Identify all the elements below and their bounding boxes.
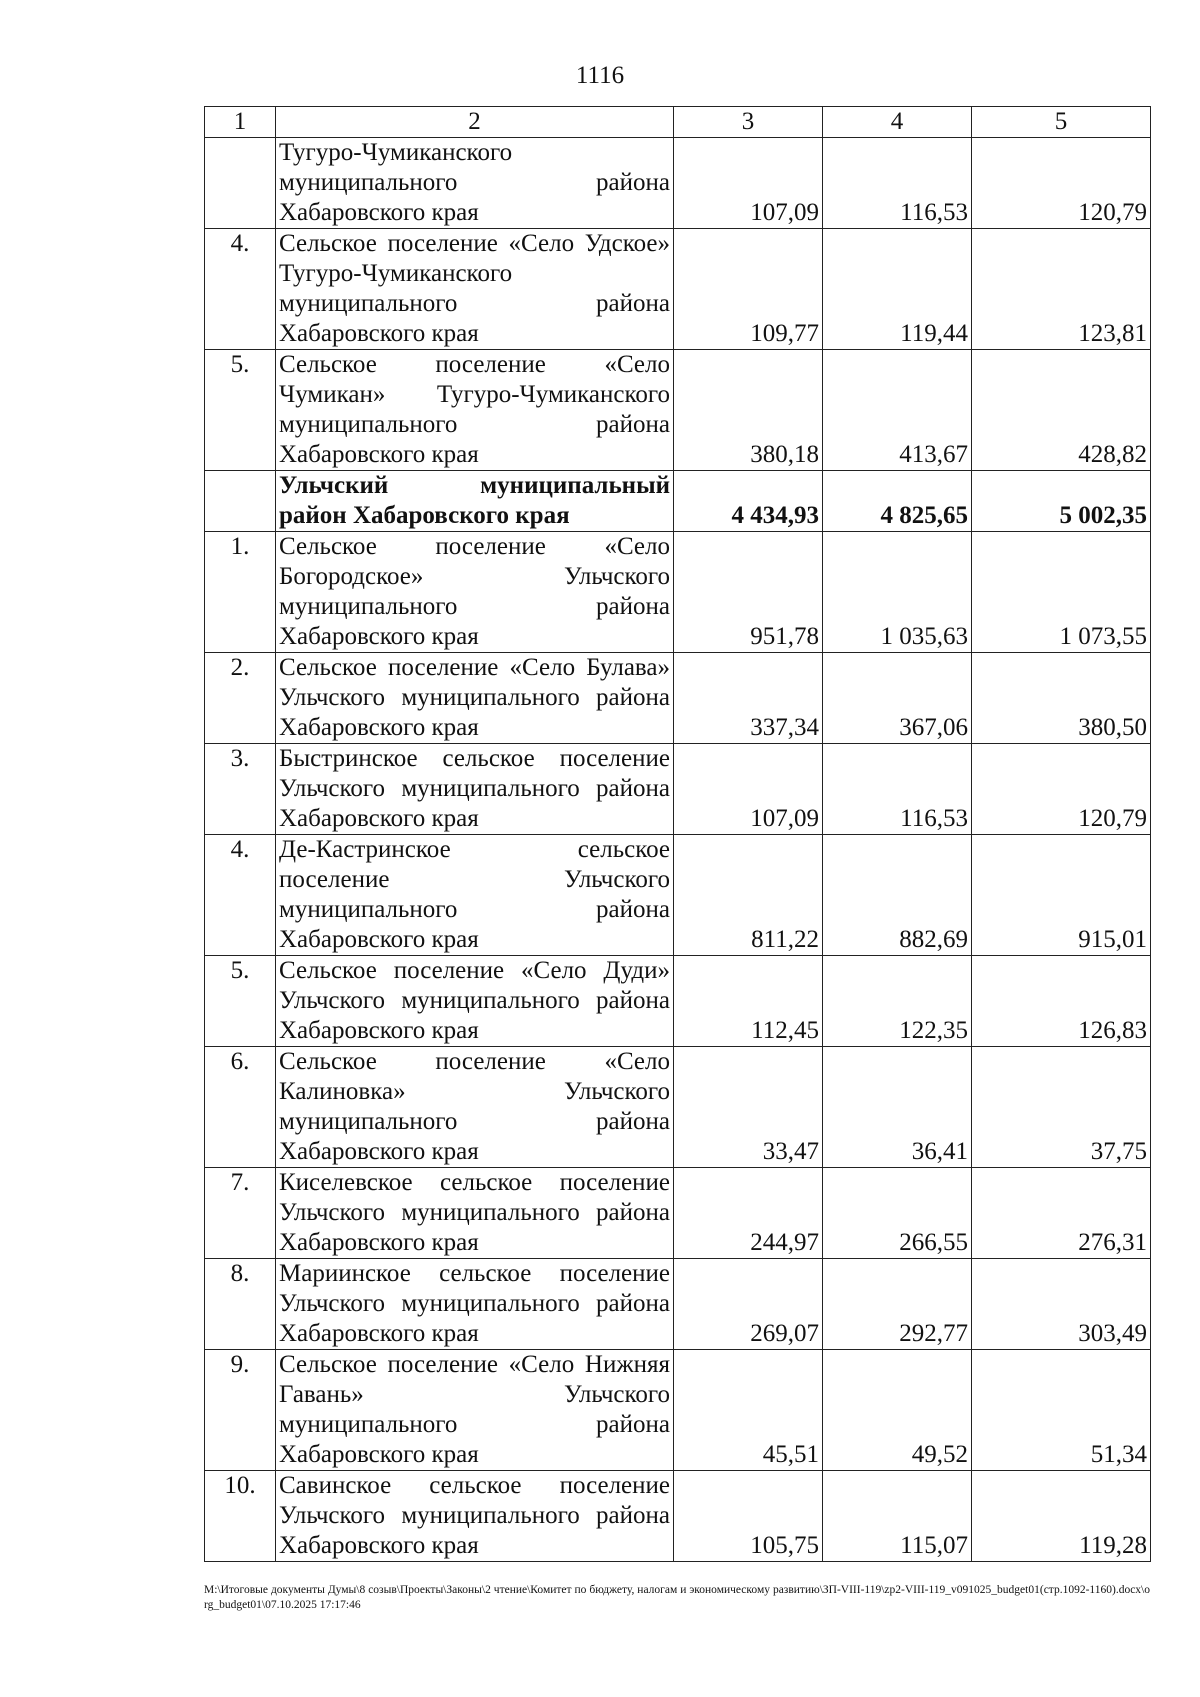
value-col-4: 116,53 — [823, 744, 972, 835]
settlement-name-line: Сельское поселение «Село Булава» — [279, 654, 670, 681]
value-col-4: 119,44 — [823, 229, 972, 350]
value-col-5: 1 073,55 — [972, 532, 1151, 653]
value-col-3: 33,47 — [674, 1047, 823, 1168]
settlement-name-line: Сельское поселение «Село — [279, 351, 670, 378]
settlement-name-line: Хабаровского края — [279, 199, 479, 226]
file-path-footer: M:\Итоговые документы Думы\8 созыв\Проекты\Законы\2 чтение\Комитет по бюджету, налогам и экономическому развитию\ЗП-VIII-119\zp2-VIII-119_v091025_budget01(стр.1092-1160).docx\org_budget01\07.10.2025 17:17:46 — [204, 1584, 1150, 1611]
row-number: 6. — [205, 1047, 276, 1168]
value-col-5: 915,01 — [972, 835, 1151, 956]
settlement-name-line: Быстринское сельское поселение — [279, 745, 670, 772]
settlement-name-line: Савинское сельское поселение — [279, 1472, 670, 1499]
value-col-3: 109,77 — [674, 229, 823, 350]
column-header-2: 2 — [276, 107, 674, 138]
row-number: 9. — [205, 1350, 276, 1471]
settlement-name — [276, 1471, 674, 1562]
settlement-name-line: Богородское» Ульчского — [279, 563, 670, 590]
value-col-5: 120,79 — [972, 744, 1151, 835]
settlement-name-line: Хабаровского края — [279, 1320, 479, 1347]
settlement-name-line: Ульчский муниципальный — [279, 472, 670, 499]
value-col-5: 428,82 — [972, 350, 1151, 471]
value-col-4: 367,06 — [823, 653, 972, 744]
settlement-name-line: Хабаровского края — [279, 714, 479, 741]
settlement-name — [276, 1259, 674, 1350]
value-col-3: 244,97 — [674, 1168, 823, 1259]
settlement-name-line: Ульчского муниципального района — [279, 1199, 670, 1226]
table-row — [205, 1168, 1151, 1259]
column-header-3: 3 — [674, 107, 823, 138]
settlement-name-line: Хабаровского края — [279, 1229, 479, 1256]
settlement-name-line: Ульчского муниципального района — [279, 987, 670, 1014]
settlement-name-line: Гавань» Ульчского — [279, 1381, 670, 1408]
table-row — [205, 1259, 1151, 1350]
value-col-4: 115,07 — [823, 1471, 972, 1562]
value-col-3: 380,18 — [674, 350, 823, 471]
value-col-4: 292,77 — [823, 1259, 972, 1350]
row-number: 10. — [205, 1471, 276, 1562]
value-col-4: 4 825,65 — [823, 471, 972, 532]
settlement-name-line: муниципального района — [279, 1411, 670, 1438]
settlement-name-line: поселение Ульчского — [279, 866, 670, 893]
table-row — [205, 956, 1151, 1047]
table-row — [205, 1471, 1151, 1562]
settlement-name-line: Калиновка» Ульчского — [279, 1078, 670, 1105]
settlement-name-line: Мариинское сельское поселение — [279, 1260, 670, 1287]
table-header-row — [205, 107, 1151, 138]
row-number: 3. — [205, 744, 276, 835]
value-col-5: 276,31 — [972, 1168, 1151, 1259]
settlement-name — [276, 1168, 674, 1259]
value-col-4: 116,53 — [823, 138, 972, 229]
settlement-name-line: Хабаровского края — [279, 1441, 479, 1468]
settlement-name-line: район Хабаровского края — [279, 502, 570, 529]
row-number: 4. — [205, 835, 276, 956]
value-col-3: 337,34 — [674, 653, 823, 744]
settlement-name-line: Сельское поселение «Село Нижняя — [279, 1351, 670, 1378]
settlement-name — [276, 471, 674, 532]
column-header-4: 4 — [823, 107, 972, 138]
settlement-name — [276, 532, 674, 653]
value-col-4: 36,41 — [823, 1047, 972, 1168]
row-number — [205, 138, 276, 229]
value-col-5: 37,75 — [972, 1047, 1151, 1168]
settlement-name-line: муниципального района — [279, 1108, 670, 1135]
settlement-name — [276, 350, 674, 471]
settlement-name-line: Ульчского муниципального района — [279, 775, 670, 802]
value-col-4: 413,67 — [823, 350, 972, 471]
settlement-name — [276, 138, 674, 229]
settlement-name — [276, 744, 674, 835]
value-col-3: 269,07 — [674, 1259, 823, 1350]
settlement-name-line: Тугуро-Чумиканского — [279, 139, 513, 166]
settlement-name-line: Тугуро-Чумиканского — [279, 260, 513, 287]
settlement-name-line: Сельское поселение «Село — [279, 533, 670, 560]
value-col-5: 380,50 — [972, 653, 1151, 744]
page-number: 1116 — [575, 62, 625, 89]
row-number: 8. — [205, 1259, 276, 1350]
table-row — [205, 835, 1151, 956]
settlement-name-line: муниципального района — [279, 411, 670, 438]
value-col-5: 119,28 — [972, 1471, 1151, 1562]
settlement-name-line: Хабаровского края — [279, 926, 479, 953]
row-number: 1. — [205, 532, 276, 653]
value-col-5: 5 002,35 — [972, 471, 1151, 532]
settlement-name-line: Сельское поселение «Село Дуди» — [279, 957, 670, 984]
settlement-name-line: Чумикан» Тугуро-Чумиканского — [279, 381, 670, 408]
settlement-name-line: муниципального района — [279, 593, 670, 620]
settlement-name-line: Сельское поселение «Село — [279, 1048, 670, 1075]
settlement-name-line: Де-Кастринское сельское — [279, 836, 670, 863]
table-body — [205, 138, 1151, 1562]
table-row — [205, 744, 1151, 835]
settlement-name-line: Хабаровского края — [279, 441, 479, 468]
budget-table — [204, 106, 1151, 1562]
value-col-5: 126,83 — [972, 956, 1151, 1047]
value-col-3: 951,78 — [674, 532, 823, 653]
value-col-4: 882,69 — [823, 835, 972, 956]
settlement-name-line: муниципального района — [279, 290, 670, 317]
value-col-4: 49,52 — [823, 1350, 972, 1471]
table-row — [205, 532, 1151, 653]
value-col-3: 105,75 — [674, 1471, 823, 1562]
settlement-name — [276, 1047, 674, 1168]
table-row — [205, 653, 1151, 744]
value-col-5: 51,34 — [972, 1350, 1151, 1471]
settlement-name-line: Хабаровского края — [279, 320, 479, 347]
value-col-3: 4 434,93 — [674, 471, 823, 532]
settlement-name-line: муниципального района — [279, 169, 670, 196]
value-col-4: 1 035,63 — [823, 532, 972, 653]
table-row — [205, 350, 1151, 471]
settlement-name-line: Хабаровского края — [279, 1017, 479, 1044]
row-number: 4. — [205, 229, 276, 350]
settlement-name — [276, 229, 674, 350]
value-col-4: 266,55 — [823, 1168, 972, 1259]
table-row — [205, 1350, 1151, 1471]
settlement-name-line: Хабаровского края — [279, 805, 479, 832]
value-col-4: 122,35 — [823, 956, 972, 1047]
table-row-total — [205, 471, 1151, 532]
value-col-3: 107,09 — [674, 744, 823, 835]
settlement-name — [276, 835, 674, 956]
settlement-name-line: Ульчского муниципального района — [279, 1290, 670, 1317]
table-row — [205, 1047, 1151, 1168]
settlement-name-line: Сельское поселение «Село Удское» — [279, 230, 670, 257]
table-row — [205, 138, 1151, 229]
row-number: 2. — [205, 653, 276, 744]
row-number: 5. — [205, 350, 276, 471]
settlement-name-line: Ульчского муниципального района — [279, 1502, 670, 1529]
settlement-name-line: Киселевское сельское поселение — [279, 1169, 670, 1196]
settlement-name — [276, 1350, 674, 1471]
settlement-name — [276, 653, 674, 744]
value-col-5: 303,49 — [972, 1259, 1151, 1350]
row-number — [205, 471, 276, 532]
column-header-5: 5 — [972, 107, 1151, 138]
settlement-name-line: Хабаровского края — [279, 1138, 479, 1165]
value-col-5: 123,81 — [972, 229, 1151, 350]
settlement-name-line: Ульчского муниципального района — [279, 684, 670, 711]
table-row — [205, 229, 1151, 350]
value-col-3: 811,22 — [674, 835, 823, 956]
value-col-3: 107,09 — [674, 138, 823, 229]
value-col-3: 112,45 — [674, 956, 823, 1047]
column-header-1: 1 — [205, 107, 276, 138]
settlement-name — [276, 956, 674, 1047]
settlement-name-line: муниципального района — [279, 896, 670, 923]
row-number: 5. — [205, 956, 276, 1047]
value-col-5: 120,79 — [972, 138, 1151, 229]
settlement-name-line: Хабаровского края — [279, 623, 479, 650]
row-number: 7. — [205, 1168, 276, 1259]
settlement-name-line: Хабаровского края — [279, 1532, 479, 1559]
value-col-3: 45,51 — [674, 1350, 823, 1471]
